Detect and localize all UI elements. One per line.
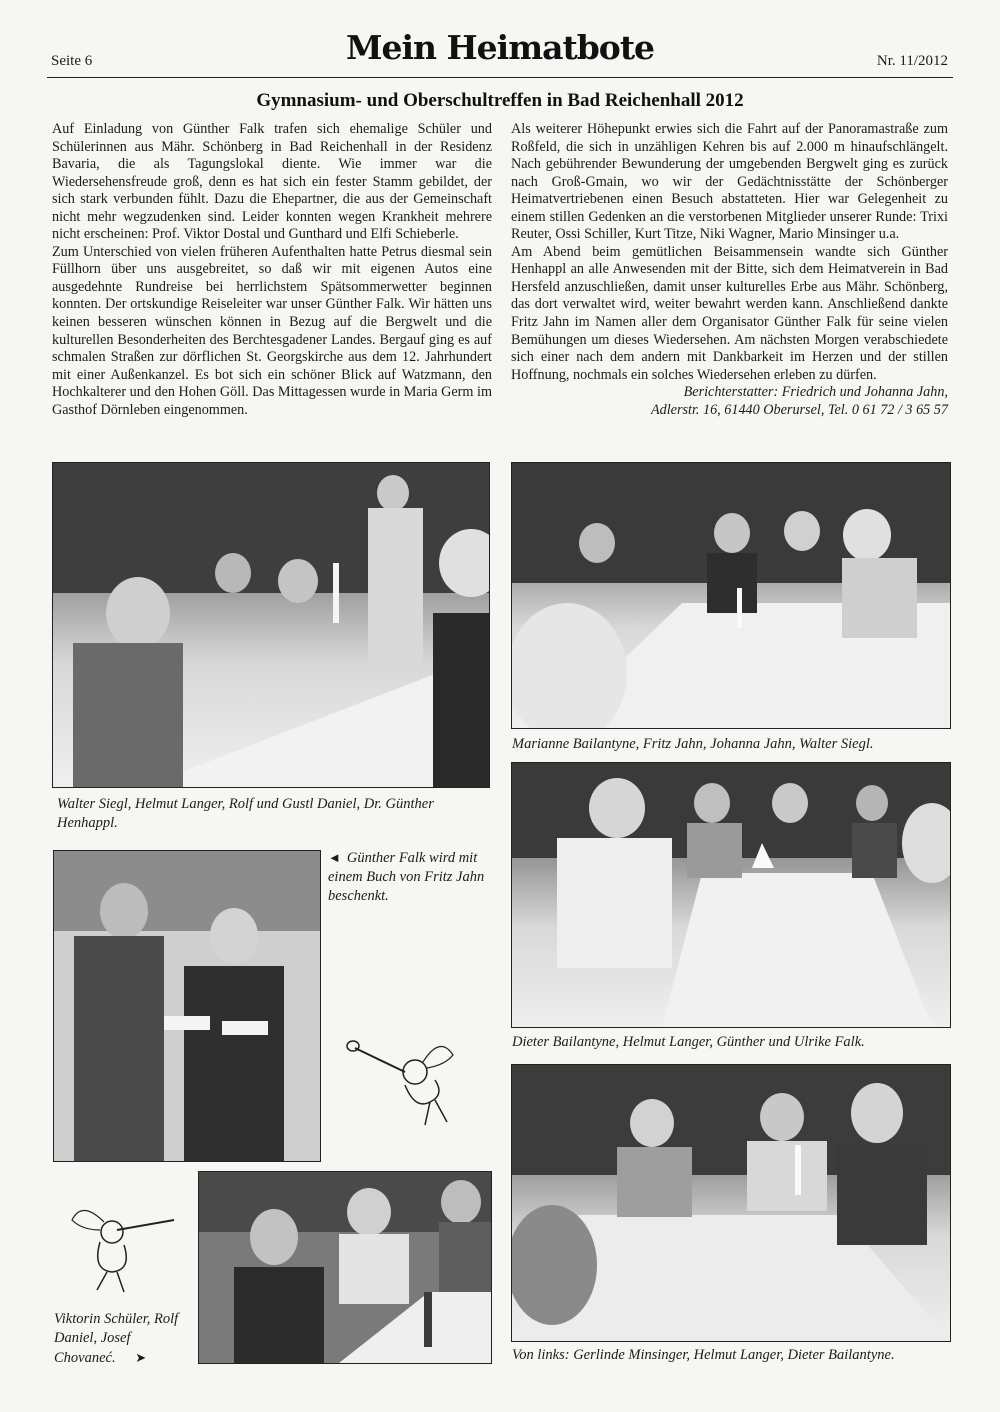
byline-reporter: Berichterstatter: Friedrich und Johanna Jahn, [683, 384, 948, 401]
angel-flute-illustration [62, 1200, 182, 1295]
caption-photo-1: Walter Siegl, Helmut Langer, Rolf und Gustl Daniel, Dr. Günther Henhappl. [57, 796, 434, 831]
article-paragraph: Am Abend beim gemütlichen Beisammensein wandte sich Günther Henhappl an alle Anwesenden mit der Bitte, sich dem Heimatverein in Bad Hersfeld anzuschließen, damit unser kulturelles Erbe aus Mähr. Schönberg, das dort verwaltet wird, weiter bewahrt werden kann. Anschließend dankte Fritz Jahn im Namen aller dem Organisator Günther Falk für seine vielen Bemühungen um dieses Wiedersehen. Am nächsten Morgen verabschiedete sich einer nach dem andern mit Dankbarkeit im Herzen und der stillen Hoffnung, nochmals ein solches Wiedersehen erleben zu dürfen. [511, 243, 948, 383]
article-paragraph: Zum Unterschied von vielen früheren Aufenthalten hatte Petrus diesmal sein Füllhorn über uns ausgebreitet, so daß wir mit eigenen Autos eine ausgedehnte Rundreise bei herrlichstem Spätsommerwetter beginnen konnten. Der ortskundige Reiseleiter war unser Günther Falk. Wir hätten uns keinen besseren wünschen können in Bezug auf die Bergwelt und die kulturellen Besonderheiten des Berchtesgadener Landes. Bergauf ging es auf schmalen Straßen zur dörflichen St. Georgskirche aus dem 12. Jahrhundert mit einer Außenkanzel. Es bot sich ein schöner Blick auf Watzmann, den Hochkalterer und den Hohen Göll. Das Mittagessen wurde in Maria Germ im Gasthof Dörnleben eingenommen. [52, 243, 492, 418]
arrow-left-icon: ◄ [328, 850, 341, 865]
caption-photo-4: Dieter Bailantyne, Helmut Langer, Günther und Ulrike Falk. [512, 1034, 865, 1050]
byline-address: Adlerstr. 16, 61440 Oberursel, Tel. 0 61 72 / 3 65 57 [650, 401, 948, 418]
photo-dinner-group-2 [511, 462, 951, 729]
photo-book-presentation [53, 850, 321, 1162]
photo-dinner-group-4 [511, 1064, 951, 1342]
caption-photo-2: Marianne Bailantyne, Fritz Jahn, Johanna Jahn, Walter Siegl. [512, 736, 874, 752]
photo-dinner-group-1 [52, 462, 490, 788]
article-right-column [511, 121, 948, 419]
photo-dinner-group-3 [511, 762, 951, 1028]
masthead-logo: Mein Heimatbote [345, 28, 655, 67]
caption-photo-5 [54, 1310, 189, 1368]
article-title: Gymnasium- und Oberschultreffen in Bad Reichenhall 2012 [256, 90, 744, 111]
header-rule [47, 77, 953, 78]
caption-photo-3-text: Günther Falk wird mit einem Buch von Fritz Jahn beschenkt. [328, 850, 485, 904]
article-left-column [52, 121, 492, 419]
article-paragraph: Als weiterer Höhepunkt erwies sich die Fahrt auf der Panoramastraße zum Roßfeld, die sich in unzähligen Kehren bis auf 2.000 m hinaufschlängelt. Nach gebührender Bewunderung der umgebenden Bergwelt ging es zurück nach Groß-Gmain, wo wir der Gedächtnisstätte der Schönberger Heimatvertriebenen einen Besuch abstatteten. Hier war Gelegenheit zu einem stillen Gedenken an die verstorbenen Mitglieder unserer Runde: Trixi Reuter, Ossi Schiller, Kurt Titze, Niki Wagner, Mario Minsinger u.a. [511, 121, 948, 243]
arrow-right-icon: ➤ [135, 1350, 147, 1365]
caption-photo-6: Von links: Gerlinde Minsinger, Helmut Langer, Dieter Bailantyne. [512, 1347, 895, 1363]
photo-three-men [198, 1171, 492, 1364]
article-paragraph: Auf Einladung von Günther Falk trafen sich ehemalige Schüler und Schülerinnen aus Mähr. Schönberg in Bad Reichenhall in der Residenz Bavaria, die als Tagungslokal diente. Wie immer war die Wiedersehensfreude groß, denn es hat sich ein fester Stamm gebildet, der sich stark verbunden fühlt. Dazu die Ehepartner, die aus der Gemeinschaft nicht mehr wegzudenken sind. Leider konnten wegen Krankheit mehrere nicht erscheinen: Prof. Viktor Dostal und Gunthard und Elfi Schieberle. [52, 121, 492, 243]
issue-number: Nr. 11/2012 [876, 53, 948, 69]
caption-photo-5-text: Viktorin Schüler, Rolf Daniel, Josef Chovaneć. [54, 1311, 179, 1366]
caption-photo-3 [328, 848, 493, 906]
angel-trumpet-illustration [335, 1030, 465, 1130]
page-number: Seite 6 [51, 53, 93, 69]
